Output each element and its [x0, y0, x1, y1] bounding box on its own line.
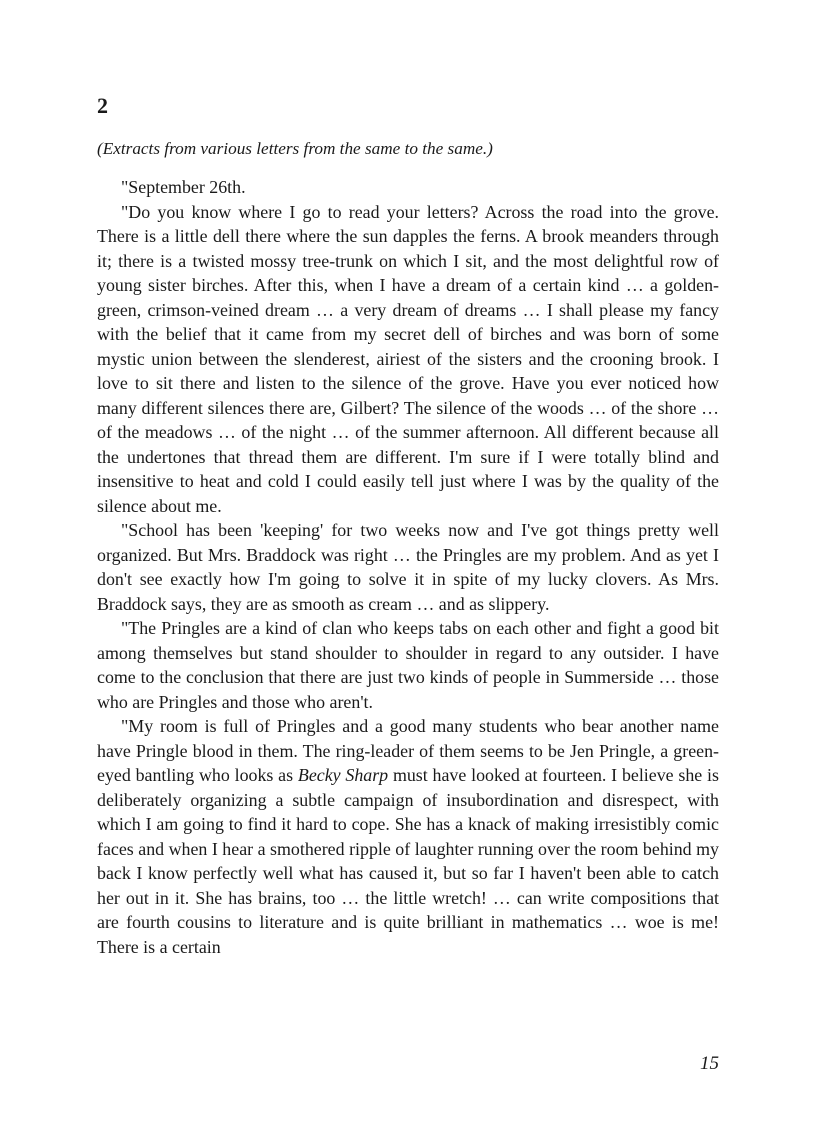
page-number: 15	[700, 1053, 719, 1074]
book-title-reference: Becky Sharp	[297, 765, 389, 785]
paragraph-date: "September 26th.	[121, 177, 246, 197]
paragraph-pringles-clan: "The Pringles are a kind of clan who keeps tabs on each other and fight a good bit among themselves but stand shoulder to shoulder in regard to any outsider. I have come to the conclusion that there are just two kinds of people in Summerside … those who are Pringles and those who aren't.	[97, 618, 719, 712]
paragraph-jen-pringle	[97, 714, 719, 959]
paragraph-text-before: "My room is full of Pringles and a good many students who bear another name have Pringle blood in them. The ring-leader of them seems to be Jen Pringle, a green-eyed bantling who looks as	[97, 716, 719, 785]
paragraph-grove: "Do you know where I go to read your letters? Across the road into the grove. There is a little dell there where the sun dapples the ferns. A brook meanders through it; there is a twisted mossy tree-trunk on which I sit, and the most delightful row of young sister birches. After this, when I have a dream of a certain kind … a golden-green, crimson-veined dream … a very dream of dreams … I shall please my fancy with the belief that it came from my secret dell of birches and was born of some mystic union between the slenderest, airiest of the sisters and the crooning brook. I love to sit there and listen to the silence of the grove. Have you ever noticed how many different silences there are, Gilbert? The silence of the woods … of the shore … of the meadows … of the night … of the summer afternoon. All different because all the undertones that thread them are different. I'm sure if I were totally blind and insensitive to heat and cold I could easily tell just where I was by the quality of the silence about me.	[97, 201, 719, 516]
paragraph-text-after: must have looked at fourteen. I believe she is deliberately organizing a subtle campaign of insubordination and disrespect, with which I am going to find it hard to cope. She has a knack of making irresistibly comic faces and when I hear a smothered ripple of laughter running over the room behind my back I know perfectly well what has caused it, but so far I haven't been able to catch her out in it. She has brains, too … the little wretch! … can write compositions that are fourth cousins to literature and is quite brilliant in mathematics … woe is me! There is a certain	[97, 765, 719, 957]
chapter-number: 2	[97, 93, 108, 118]
letter-body	[97, 175, 719, 959]
book-page	[97, 0, 719, 1123]
chapter-subtitle: (Extracts from various letters from the same to the same.)	[97, 139, 493, 158]
paragraph-school: "School has been 'keeping' for two weeks now and I've got things pretty well organized. But Mrs. Braddock was right … the Pringles are my problem. And as yet I don't see exactly how I'm going to solve it in spite of my lucky clovers. As Mrs. Braddock says, they are as smooth as cream … and as slippery.	[97, 520, 719, 614]
